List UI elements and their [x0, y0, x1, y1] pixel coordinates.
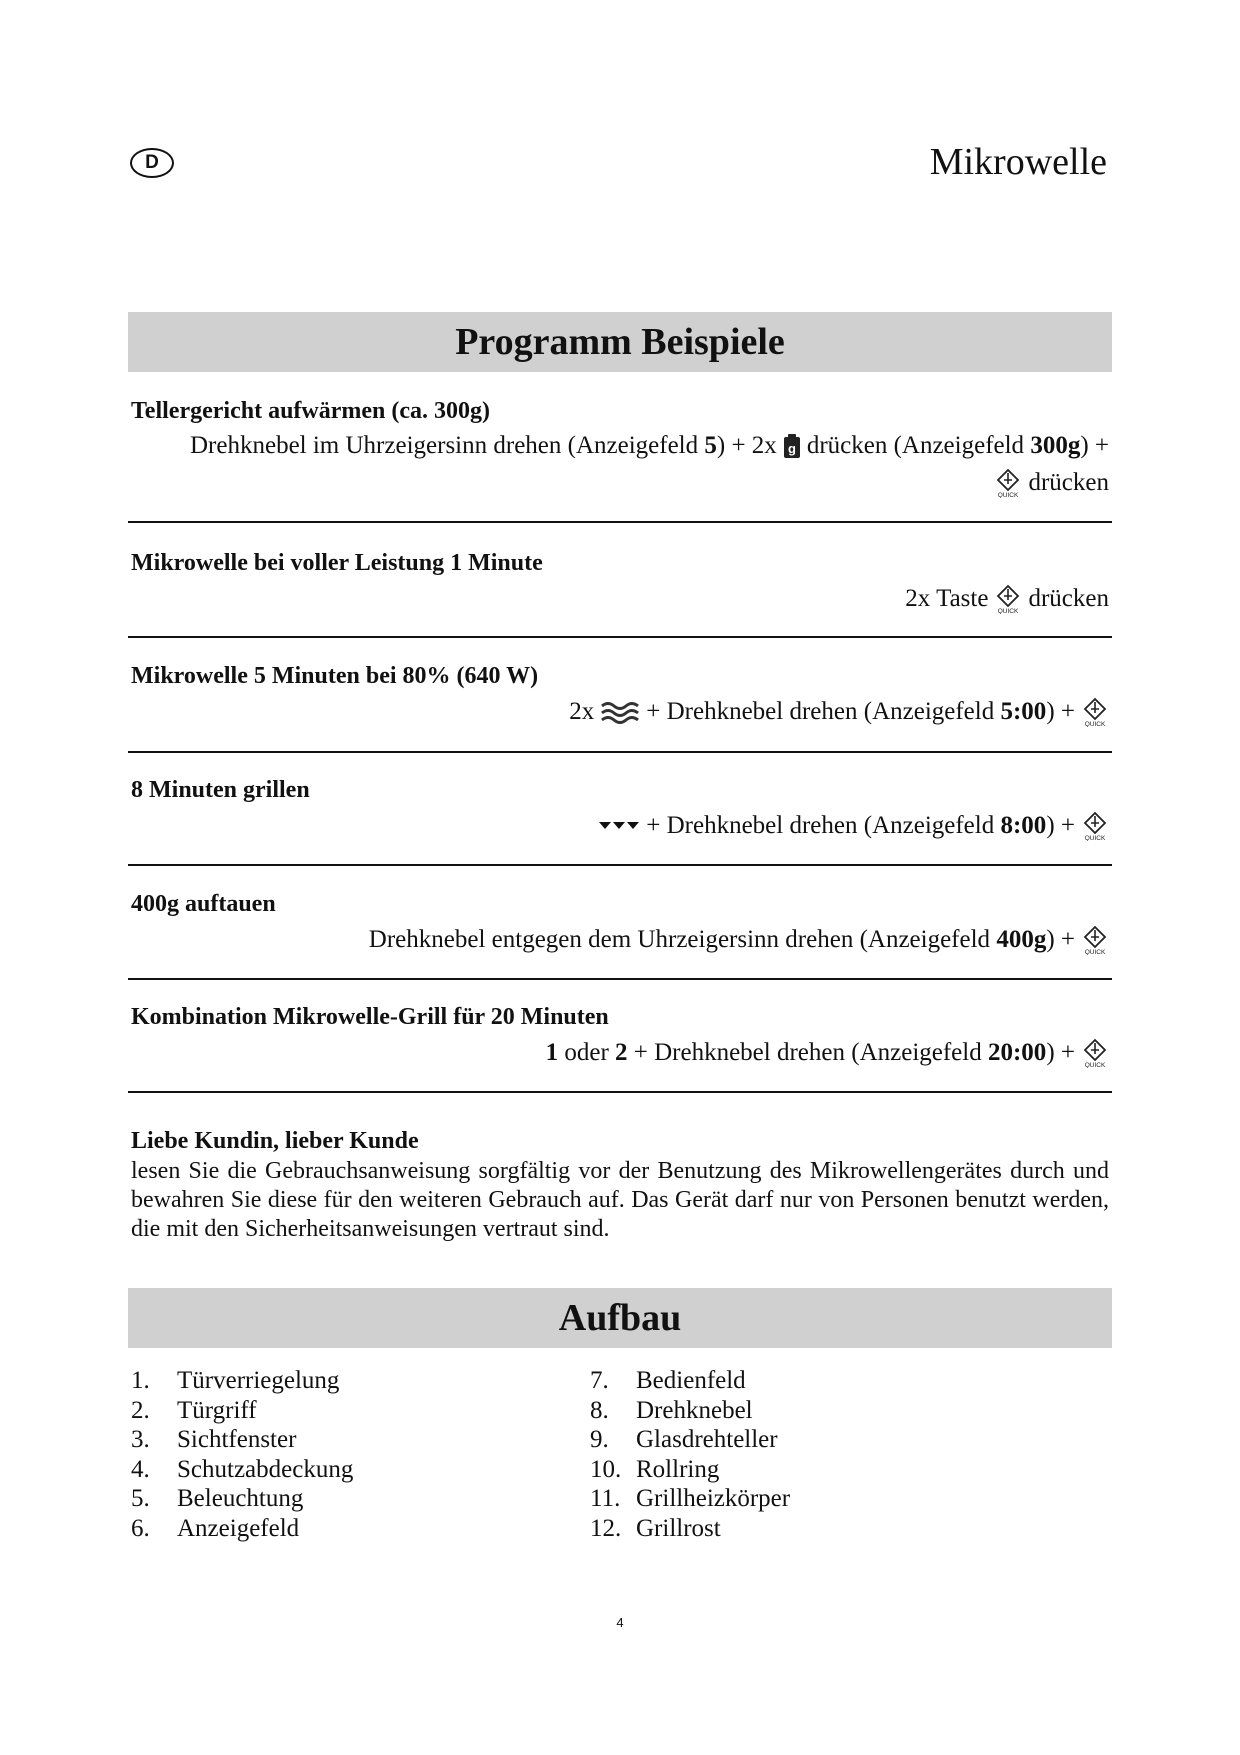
list-item-label: Drehknebel — [636, 1396, 753, 1424]
example-instruction — [546, 1038, 1109, 1068]
list-item — [590, 1455, 990, 1485]
display-value: 5:00 — [1000, 698, 1047, 725]
list-item-label: Sichtfenster — [177, 1426, 297, 1454]
list-item — [131, 1366, 531, 1396]
instruction-text: drücken — [1028, 585, 1109, 612]
display-value: 400g — [996, 926, 1047, 953]
list-item-label: Bedienfeld — [636, 1367, 746, 1394]
intro-heading: Liebe Kundin, lieber Kunde — [131, 1128, 419, 1154]
instruction-text: drücken (Anzeigefeld — [806, 432, 1031, 459]
divider — [128, 978, 1112, 980]
instruction-text: ) + — [1046, 812, 1075, 839]
quick-start-icon — [1081, 697, 1109, 727]
svg-text:QUICK: QUICK — [1084, 949, 1106, 955]
example-title: Kombination Mikrowelle-Grill für 20 Minuten — [131, 1004, 609, 1030]
example-title: 8 Minuten grillen — [131, 777, 310, 803]
instruction-text: + Drehknebel drehen (Anzeigefeld — [627, 1039, 988, 1066]
parts-list-left — [131, 1366, 531, 1544]
list-item-label: Grillrost — [636, 1514, 721, 1542]
display-value: 20:00 — [987, 1039, 1047, 1066]
instruction-text: 2x Taste — [905, 585, 989, 612]
svg-text:QUICK: QUICK — [1084, 721, 1106, 727]
list-item-number: 4. — [131, 1455, 150, 1483]
example-block — [128, 661, 1112, 756]
instruction-text: ) + — [1046, 698, 1075, 725]
instruction-text: Drehknebel im Uhrzeigersinn drehen (Anzeigefeld — [190, 432, 705, 459]
divider — [128, 1091, 1112, 1093]
list-item — [131, 1514, 531, 1544]
section-title: Aufbau — [558, 1297, 682, 1339]
list-item-number: 5. — [131, 1485, 150, 1513]
list-item — [590, 1366, 990, 1396]
instruction-text: oder — [558, 1039, 616, 1066]
quick-start-icon — [1081, 925, 1109, 955]
list-item-number: 9. — [590, 1426, 609, 1454]
section-title: Programm Beispiele — [455, 321, 785, 363]
quick-start-icon — [994, 584, 1022, 614]
display-value: 8:00 — [1000, 812, 1047, 839]
list-item-label: Beleuchtung — [177, 1485, 304, 1513]
list-item — [131, 1425, 531, 1455]
list-item-number: 2. — [131, 1396, 150, 1424]
example-block — [128, 548, 1112, 638]
instruction-text: ) + — [1080, 432, 1109, 459]
instruction-text: 2x — [569, 698, 595, 725]
svg-text:g: g — [787, 441, 796, 456]
instruction-text: ) + — [1046, 926, 1075, 953]
section-banner-aufbau — [128, 1288, 1112, 1348]
list-item — [590, 1425, 990, 1455]
example-title: Mikrowelle 5 Minuten bei 80% (640 W) — [131, 663, 539, 689]
instruction-text: + Drehknebel drehen (Anzeigefeld — [646, 812, 1001, 839]
example-instruction — [598, 811, 1109, 841]
instruction-text: + Drehknebel drehen (Anzeigefeld — [646, 698, 1001, 725]
grill-icon — [598, 819, 640, 833]
divider — [128, 751, 1112, 753]
svg-text:QUICK: QUICK — [998, 492, 1019, 498]
example-instruction-cont — [994, 468, 1109, 498]
example-title: 400g auftauen — [131, 891, 276, 917]
quick-start-icon — [994, 468, 1022, 498]
example-block — [128, 396, 1112, 526]
example-title: Tellergericht aufwärmen (ca. 300g) — [131, 398, 491, 424]
parts-list-right — [590, 1366, 990, 1544]
display-value: 5 — [704, 432, 717, 459]
list-item-label: Anzeigefeld — [177, 1514, 300, 1542]
weight-button-icon — [783, 433, 801, 459]
instruction-text: Drehknebel entgegen dem Uhrzeigersinn drehen (Anzeigefeld — [368, 926, 997, 953]
divider — [128, 864, 1112, 866]
example-title: Mikrowelle bei voller Leistung 1 Minute — [131, 550, 543, 576]
list-item — [131, 1455, 531, 1485]
quick-start-icon — [1081, 811, 1109, 841]
example-instruction — [569, 697, 1109, 727]
list-item-number: 11. — [590, 1485, 621, 1513]
intro-paragraph: lesen Sie die Gebrauchsanweisung sorgfältig vor der Benutzung des Mikrowellengerätes durch und bewahren Sie diese für den weiteren Gebrauch auf. Das Gerät darf nur von Personen benutzt werden, die mit den Sicherheitsanweisungen vertraut sind. — [131, 1158, 1109, 1242]
program-number: 1 — [545, 1039, 559, 1066]
divider — [128, 521, 1112, 523]
example-instruction — [905, 584, 1109, 614]
instruction-text: ) + 2x — [716, 432, 777, 459]
list-item — [590, 1396, 990, 1426]
list-item-number: 10. — [590, 1455, 622, 1483]
instruction-text: ) + — [1046, 1039, 1075, 1066]
list-item-number: 8. — [590, 1396, 609, 1424]
list-item — [131, 1484, 531, 1514]
list-item-label: Türgriff — [177, 1396, 257, 1424]
quick-start-icon — [1081, 1038, 1109, 1068]
list-item-label: Grillheizkörper — [636, 1485, 791, 1513]
list-item-number: 3. — [131, 1426, 150, 1454]
example-block — [128, 775, 1112, 870]
list-item-label: Türverriegelung — [177, 1367, 340, 1394]
display-value: 300g — [1030, 432, 1081, 459]
language-badge: D — [130, 148, 174, 178]
example-instruction — [369, 925, 1109, 955]
list-item-number: 1. — [131, 1367, 150, 1394]
list-item-number: 6. — [131, 1514, 150, 1542]
section-banner-programm-beispiele — [128, 312, 1112, 372]
list-item-label: Rollring — [636, 1455, 720, 1483]
page-number: 4 — [616, 1615, 624, 1630]
list-item — [590, 1514, 990, 1544]
microwave-power-icon — [600, 699, 640, 725]
example-block — [128, 1002, 1112, 1097]
list-item-label: Glasdrehteller — [636, 1426, 778, 1454]
divider — [128, 636, 1112, 638]
document-title: Mikrowelle — [929, 141, 1107, 183]
list-item — [131, 1396, 531, 1426]
list-item — [590, 1484, 990, 1514]
instruction-text: drücken — [1028, 469, 1109, 496]
list-item-label: Schutzabdeckung — [177, 1455, 354, 1483]
example-instruction — [190, 432, 1109, 460]
list-item-number: 7. — [590, 1367, 609, 1394]
list-item-number: 12. — [590, 1514, 622, 1542]
svg-text:QUICK: QUICK — [1084, 835, 1106, 841]
example-block — [128, 889, 1112, 984]
svg-text:QUICK: QUICK — [998, 608, 1019, 614]
svg-text:QUICK: QUICK — [1084, 1062, 1106, 1068]
program-number: 2 — [615, 1039, 628, 1066]
